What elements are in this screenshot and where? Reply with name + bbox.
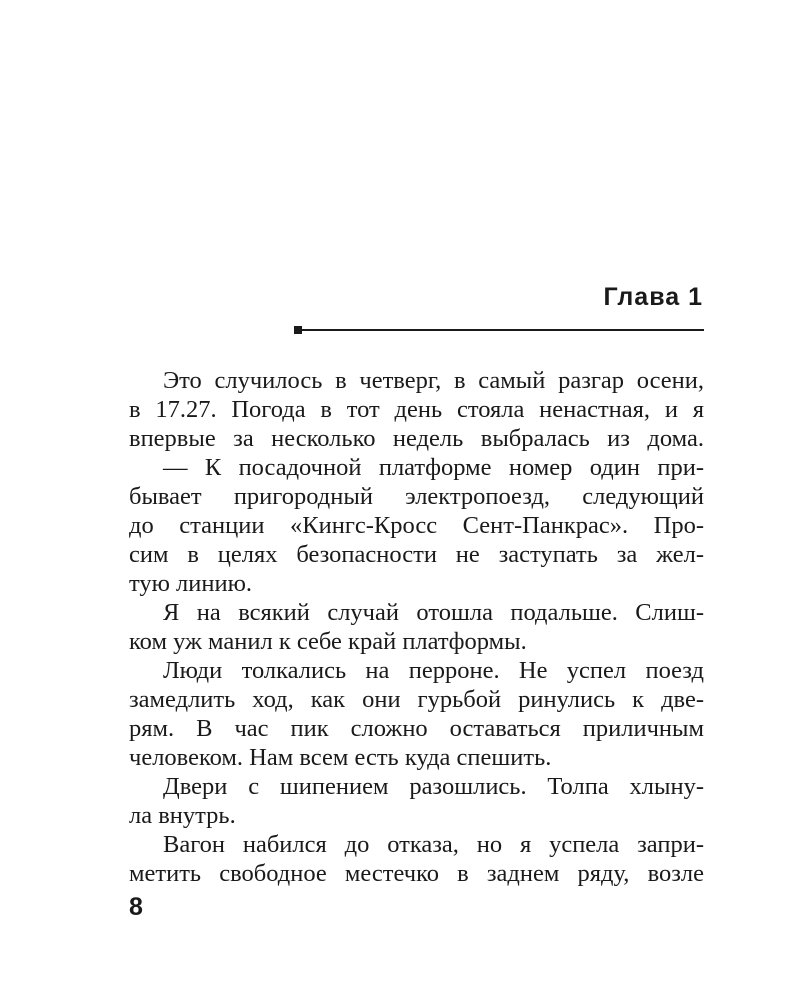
page-number: 8 (129, 893, 143, 921)
chapter-body-text (129, 366, 704, 888)
text-line: до станции «Кингс-Кросс Сент-Панкрас». Про- (129, 512, 704, 539)
text-line: ла внутрь. (129, 802, 236, 829)
text-line: замедлить ход, как они гурьбой ринулись к две- (129, 686, 704, 713)
text-line: — К посадочной платформе номер один при- (163, 454, 704, 481)
text-line: сим в целях безопасности не заступать за жел- (129, 541, 704, 568)
text-line: Люди толкались на перроне. Не успел поезд (163, 657, 704, 684)
text-line: человеком. Нам всем есть куда спешить. (129, 744, 552, 771)
paragraph (129, 453, 704, 598)
chapter-title: Глава 1 (603, 283, 703, 311)
rule-square-marker (294, 326, 302, 334)
text-line: тую линию. (129, 570, 253, 597)
paragraph (129, 656, 704, 772)
paragraph (129, 830, 704, 888)
paragraph (129, 772, 704, 830)
text-line: впервые за несколько недель выбралась из дома. (129, 425, 704, 452)
text-line: в 17.27. Погода в тот день стояла ненастная, и я (129, 396, 704, 423)
text-line: Двери с шипением разошлись. Толпа хлыну- (163, 773, 704, 800)
text-line: Вагон набился до отказа, но я успела запри- (163, 831, 704, 858)
paragraph (129, 366, 704, 453)
text-line: метить свободное местечко в заднем ряду, возле (129, 860, 704, 887)
text-line: ком уж манил к себе край платформы. (129, 628, 527, 655)
text-line: бывает пригородный электропоезд, следующий (129, 483, 704, 510)
text-line: рям. В час пик сложно оставаться приличным (129, 715, 704, 742)
text-line: Я на всякий случай отошла подальше. Слиш- (163, 599, 704, 626)
rule-line (302, 329, 704, 331)
paragraph (129, 598, 704, 656)
chapter-rule (294, 326, 704, 334)
text-line: Это случилось в четверг, в самый разгар осени, (163, 367, 704, 394)
